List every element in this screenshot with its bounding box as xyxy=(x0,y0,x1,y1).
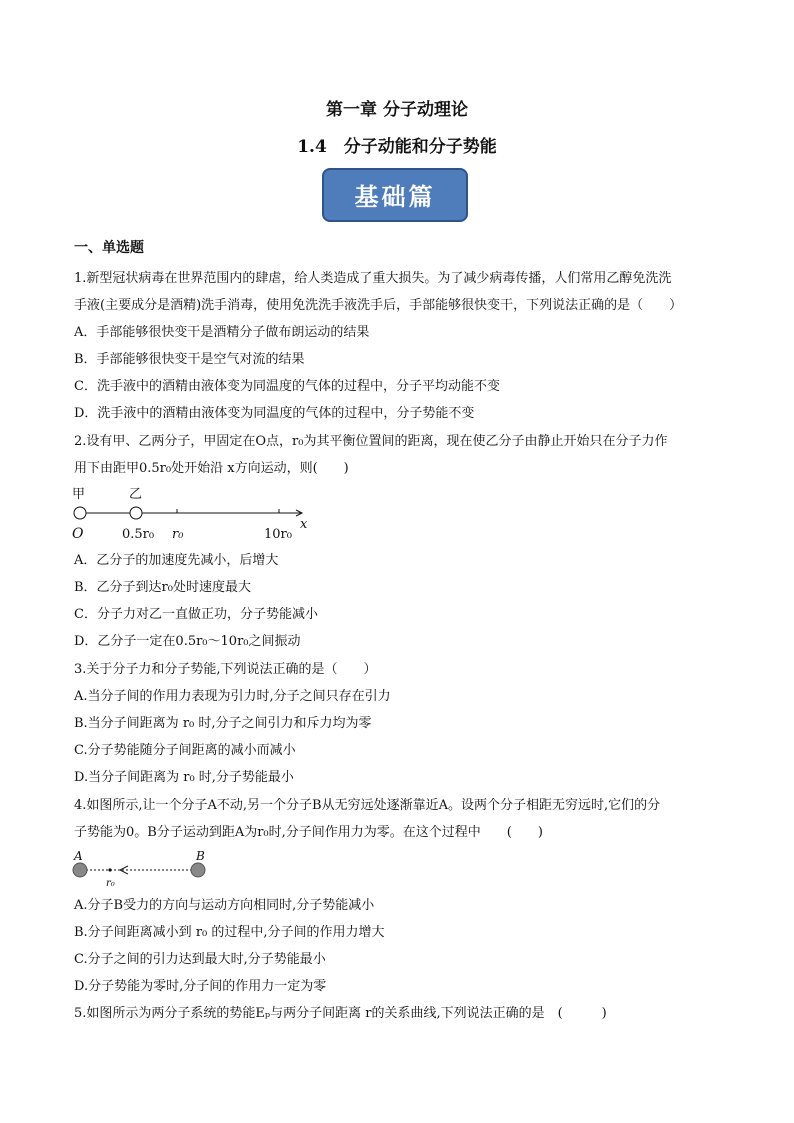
label-10r0: 10r₀ xyxy=(264,527,292,542)
q1-option-d: D．洗手液中的酒精由液体变为同温度的气体的过程中，分子势能不变 xyxy=(74,406,475,421)
label-r0: r₀ xyxy=(106,878,115,889)
section-label: 一、单选题 xyxy=(74,240,144,256)
label-a: A xyxy=(74,849,83,863)
label-r0: r₀ xyxy=(172,527,184,542)
q2-stem-line2: 用下由距甲0.5r₀处开始沿 x方向运动，则( ) xyxy=(74,461,349,476)
q1-option-b: B．手部能够很快变干是空气对流的结果 xyxy=(74,352,305,367)
section-title: 1.4 分子动能和分子势能 xyxy=(297,137,497,157)
q4-option-d: D.分子势能为零时,分子间的作用力一定为零 xyxy=(74,979,327,994)
label-o: O xyxy=(72,526,84,542)
q2-axis-figure xyxy=(64,484,324,546)
q4-stem-line1: 4.如图所示,让一个分子A不动,另一个分子B从无穷远处逐渐靠近A。设两个分子相距无穷远时,它们的分 xyxy=(74,798,661,813)
label-x: x xyxy=(300,517,308,532)
q4-option-b: B.分子间距离减小到 r₀ 的过程中,分子间的作用力增大 xyxy=(74,925,385,940)
level-badge: 基础篇 xyxy=(322,168,468,222)
q1-stem-line1: 1.新型冠状病毒在世界范围内的肆虐，给人类造成了重大损失。为了减少病毒传播，人们常用乙醇免洗洗 xyxy=(74,271,672,286)
q2-stem-line1: 2.设有甲、乙两分子，甲固定在O点，r₀为其平衡位置间的距离，现在使乙分子由静止开始只在分子力作 xyxy=(74,434,668,449)
q3-option-d: D.当分子间距离为 r₀ 时,分子势能最小 xyxy=(74,770,294,785)
q2-option-a: A．乙分子的加速度先减小，后增大 xyxy=(74,553,279,568)
molecule-b xyxy=(191,863,205,877)
q3-option-c: C.分子势能随分子间距离的减小而减小 xyxy=(74,743,296,758)
q1-option-a: A．手部能够很快变干是酒精分子做布朗运动的结果 xyxy=(74,325,370,340)
q2-option-b: B．乙分子到达r₀处时速度最大 xyxy=(74,580,251,595)
label-yi: 乙 xyxy=(129,487,143,502)
q4-option-a: A.分子B受力的方向与运动方向相同时,分子势能减小 xyxy=(74,898,375,913)
q5-stem: 5.如图所示为两分子系统的势能Eₚ与两分子间距离 r的关系曲线,下列说法正确的是 ( ) xyxy=(74,1006,607,1021)
q2-option-c: C．分子力对乙一直做正功，分子势能减小 xyxy=(74,607,318,622)
q3-option-b: B.当分子间距离为 r₀ 时,分子之间引力和斥力均为零 xyxy=(74,716,372,731)
molecule-jia xyxy=(74,507,86,519)
q1-stem-line2: 手液(主要成分是酒精)洗手消毒，使用免洗洗手液洗手后，手部能够很快变干，下列说法正确的是（ ） xyxy=(74,298,683,313)
label-half-r0: 0.5r₀ xyxy=(122,527,155,542)
r0-point xyxy=(108,868,111,871)
q2-option-d: D．乙分子一定在0.5r₀～10r₀之间振动 xyxy=(74,634,301,649)
q4-molecule-figure xyxy=(68,848,218,890)
chapter-title: 第一章 分子动理论 xyxy=(326,100,468,120)
molecule-a xyxy=(73,863,87,877)
q3-option-a: A.当分子间的作用力表现为引力时,分子之间只存在引力 xyxy=(74,689,391,704)
q3-stem: 3.关于分子力和分子势能,下列说法正确的是（ ） xyxy=(74,662,377,677)
q4-option-c: C.分子之间的引力达到最大时,分子势能最小 xyxy=(74,952,326,967)
q4-stem-line2: 子势能为0。B分子运动到距A为r₀时,分子间作用力为零。在这个过程中 ( ) xyxy=(74,825,543,840)
q1-option-c: C．洗手液中的酒精由液体变为同温度的气体的过程中，分子平均动能不变 xyxy=(74,379,500,394)
molecule-yi xyxy=(130,507,142,519)
label-jia: 甲 xyxy=(72,487,86,502)
label-b: B xyxy=(196,849,205,863)
